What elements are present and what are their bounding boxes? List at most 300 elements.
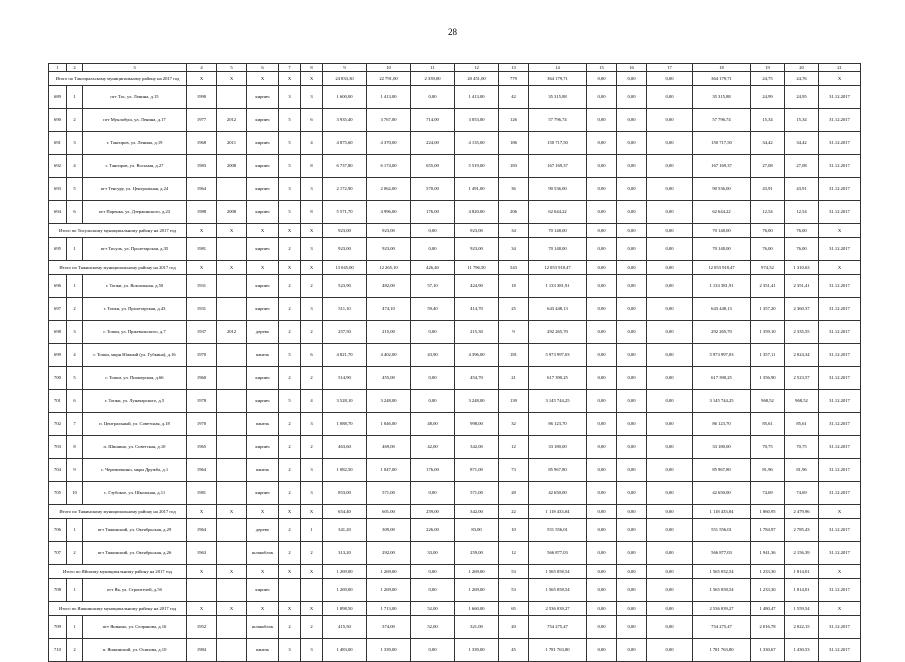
column-number-cell: 4	[187, 64, 217, 72]
table-cell: 0,00	[617, 413, 647, 436]
table-cell: 2 351,41	[785, 275, 819, 298]
total-cell: X	[819, 72, 861, 86]
table-cell: 57,10	[411, 275, 455, 298]
table-cell: 59,40	[411, 298, 455, 321]
table-cell: 1970	[187, 344, 217, 367]
table-cell: 1 233,30	[751, 579, 785, 602]
table-cell: 0,00	[647, 519, 693, 542]
table-cell: 1931	[187, 298, 217, 321]
total-cell: 53	[499, 565, 529, 579]
table-cell: 3 248,00	[455, 390, 499, 413]
total-cell: X	[217, 72, 247, 86]
total-cell: 1 269,00	[367, 565, 411, 579]
table-cell: 2	[301, 367, 323, 390]
total-cell: 2 479,96	[785, 505, 819, 519]
table-cell: 341,20	[323, 519, 367, 542]
table-cell: 0,00	[587, 542, 617, 565]
table-cell: 2	[301, 321, 323, 344]
total-cell: X	[217, 602, 247, 616]
table-cell	[217, 482, 247, 505]
table-cell: 708	[49, 579, 67, 602]
table-cell: 86 123,70	[529, 413, 587, 436]
table-cell: 86 123,70	[693, 413, 751, 436]
table-cell: 74,69	[785, 482, 819, 505]
table-cell	[217, 459, 247, 482]
table-cell: 454,70	[455, 367, 499, 390]
table-cell: 0,00	[411, 482, 455, 505]
total-cell: X	[187, 505, 217, 519]
table-cell: 0,00	[587, 275, 617, 298]
table-cell: 31.12.2017	[819, 616, 861, 639]
district-total-row	[49, 72, 861, 86]
table-cell: 33 180,00	[693, 436, 751, 459]
table-cell: 0,00	[587, 616, 617, 639]
table-cell: 702	[49, 413, 67, 436]
table-cell: 0,00	[647, 579, 693, 602]
table-cell: 710	[49, 639, 67, 662]
table-cell: 5	[279, 201, 301, 224]
table-cell: 414,70	[455, 298, 499, 321]
total-cell: X	[187, 261, 217, 275]
table-cell: 0,00	[587, 482, 617, 505]
table-cell: 1 357,20	[751, 298, 785, 321]
total-cell: 24,75	[751, 72, 785, 86]
table-cell: кирпич	[247, 579, 279, 602]
table-cell: 25	[499, 298, 529, 321]
table-cell: 215,00	[367, 321, 411, 344]
total-cell: X	[187, 565, 217, 579]
table-cell: 0,00	[411, 639, 455, 662]
table-cell: 206	[499, 201, 529, 224]
total-cell: 0,00	[587, 261, 617, 275]
total-cell: 1 269,00	[323, 565, 367, 579]
total-cell: 0,00	[587, 602, 617, 616]
table-cell: 0,00	[587, 639, 617, 662]
total-cell: 1 480,47	[751, 602, 785, 616]
table-cell: 709	[49, 616, 67, 639]
column-number-cell: 21	[819, 64, 861, 72]
table-cell: 5	[279, 390, 301, 413]
housing-registry-table	[48, 63, 861, 662]
total-cell: X	[301, 72, 323, 86]
table-cell: 2	[279, 298, 301, 321]
total-cell: 1 310,63	[785, 261, 819, 275]
table-cell: 31.12.2017	[819, 238, 861, 261]
table-cell: 695	[49, 238, 67, 261]
table-cell	[217, 178, 247, 201]
table-cell: 85 967,80	[693, 459, 751, 482]
total-cell: X	[187, 72, 217, 86]
table-cell: 551 556,01	[529, 519, 587, 542]
total-cell: 779	[499, 72, 529, 86]
table-cell: 292 265,70	[693, 321, 751, 344]
table-cell: 2012	[217, 321, 247, 344]
total-cell: 0,00	[617, 72, 647, 86]
table-cell: 21	[499, 367, 529, 390]
address-cell: г. Топки, ул. Вокзальная, д.50	[83, 275, 187, 298]
table-cell: 3 053,00	[455, 109, 499, 132]
table-cell: 31.12.2017	[819, 367, 861, 390]
table-cell: кирпич	[247, 201, 279, 224]
table-cell: 1984	[187, 639, 217, 662]
table-cell: 2008	[217, 155, 247, 178]
table-cell: 3	[301, 413, 323, 436]
total-cell: 543	[499, 261, 529, 275]
table-cell: 126	[499, 109, 529, 132]
table-cell: 2 785,43	[785, 519, 819, 542]
address-cell: п. Шишино, ул. Советская, д.10	[83, 436, 187, 459]
table-cell: 2	[67, 542, 83, 565]
table-cell: 463,60	[323, 436, 367, 459]
table-cell: 3	[279, 639, 301, 662]
table-cell: 33 180,00	[529, 436, 587, 459]
total-cell: 1 559,54	[785, 602, 819, 616]
table-cell: 0,00	[647, 344, 693, 367]
table-row	[49, 109, 861, 132]
table-cell: 259,00	[455, 542, 499, 565]
table-cell: панель	[247, 344, 279, 367]
table-cell: 31.12.2017	[819, 201, 861, 224]
table-cell: 923,00	[323, 238, 367, 261]
table-cell: 2	[279, 275, 301, 298]
table-cell: 2 022,15	[785, 616, 819, 639]
table-cell: 85,61	[751, 413, 785, 436]
total-cell: 923,00	[323, 224, 367, 238]
table-cell: дерево	[247, 321, 279, 344]
table-cell: 1 565 058,54	[529, 579, 587, 602]
total-cell: X	[301, 565, 323, 579]
total-cell: 2 536 039,27	[693, 602, 751, 616]
table-cell: 482,00	[367, 275, 411, 298]
district-total-row	[49, 224, 861, 238]
table-row	[49, 390, 861, 413]
table-cell: 0,00	[617, 86, 647, 109]
address-cell: пгт Яя, ул. Строителей, д.5б	[83, 579, 187, 602]
table-cell: 0,00	[617, 178, 647, 201]
table-row	[49, 616, 861, 639]
table-cell: 8	[301, 155, 323, 178]
table-cell: 2	[67, 298, 83, 321]
table-cell: 968,52	[785, 390, 819, 413]
column-number-cell: 7	[279, 64, 301, 72]
table-cell: 12,54	[751, 201, 785, 224]
table-cell: 3 145 744,25	[693, 390, 751, 413]
table-cell: 85,61	[785, 413, 819, 436]
table-cell: 2	[279, 482, 301, 505]
total-cell: 1 565 058,54	[529, 565, 587, 579]
table-cell: 511,10	[323, 298, 367, 321]
table-cell: 0,00	[617, 321, 647, 344]
address-cell: г. Топки, ул. Пролетарская, д.43	[83, 298, 187, 321]
address-cell: пгт Тас, ул. Ленина, д.15	[83, 86, 187, 109]
table-cell: 617 390,25	[529, 367, 587, 390]
table-cell: 27,08	[751, 155, 785, 178]
total-cell: 426,40	[411, 261, 455, 275]
table-cell: 0,00	[617, 155, 647, 178]
table-cell: 1 339,00	[367, 639, 411, 662]
table-cell: 1 491,00	[455, 178, 499, 201]
table-cell: 31.12.2017	[819, 482, 861, 505]
table-cell: 76,00	[785, 238, 819, 261]
table-cell: 18	[499, 275, 529, 298]
table-cell: 690	[49, 109, 67, 132]
table-cell: 4 402,00	[367, 344, 411, 367]
table-cell: 0,00	[647, 298, 693, 321]
table-cell: 35 315,88	[693, 86, 751, 109]
table-cell: 0,00	[647, 390, 693, 413]
table-cell	[217, 616, 247, 639]
table-cell	[217, 344, 247, 367]
table-cell: 1 483,00	[323, 639, 367, 662]
table-cell: 31.12.2017	[819, 639, 861, 662]
table-cell: 2	[279, 459, 301, 482]
table-cell: 1 339,00	[455, 639, 499, 662]
table-cell: 0,00	[587, 436, 617, 459]
table-cell: 0,00	[587, 413, 617, 436]
table-cell: 9	[499, 321, 529, 344]
table-cell: 1978	[187, 390, 217, 413]
district-total-row	[49, 602, 861, 616]
table-cell: 0,00	[587, 390, 617, 413]
table-cell: 0,00	[587, 155, 617, 178]
table-cell: 923,00	[367, 238, 411, 261]
table-cell: 5 519,00	[455, 155, 499, 178]
table-cell: 2	[279, 616, 301, 639]
table-cell: 48,00	[411, 413, 455, 436]
total-cell: 2 339,00	[411, 72, 455, 86]
table-cell: 4	[67, 344, 83, 367]
total-cell: 2 536 039,27	[529, 602, 587, 616]
table-cell: 20	[499, 616, 529, 639]
table-cell: 514,90	[323, 367, 367, 390]
table-cell: 292 265,70	[529, 321, 587, 344]
table-cell: 1 600,00	[323, 86, 367, 109]
table-cell: 4	[301, 132, 323, 155]
address-cell: пгт Тенгуру, ул. Центральная, д.24	[83, 178, 187, 201]
table-cell: 0,00	[617, 579, 647, 602]
table-cell: 0,00	[617, 616, 647, 639]
table-cell: 0,00	[647, 482, 693, 505]
table-cell: 57 796,74	[693, 109, 751, 132]
total-cell: X	[819, 261, 861, 275]
table-cell: 4 996,00	[367, 201, 411, 224]
table-cell: 2	[301, 616, 323, 639]
table-cell: 754 275,47	[529, 616, 587, 639]
table-cell: 0,00	[647, 436, 693, 459]
district-total-row	[49, 505, 861, 519]
total-cell: X	[247, 261, 279, 275]
table-cell: 3	[67, 321, 83, 344]
table-cell: 2 156,39	[785, 542, 819, 565]
table-row	[49, 367, 861, 390]
total-cell: 52,00	[411, 602, 455, 616]
table-body	[49, 64, 861, 662]
district-total-row	[49, 565, 861, 579]
table-cell: 57 796,74	[529, 109, 587, 132]
table-cell: 0,00	[617, 298, 647, 321]
table-cell	[217, 639, 247, 662]
table-cell: 1 781 763,80	[693, 639, 751, 662]
column-number-cell: 16	[617, 64, 647, 72]
table-cell: кирпич	[247, 86, 279, 109]
total-cell: 1 565 052,54	[693, 565, 751, 579]
table-cell: 2	[67, 109, 83, 132]
table-cell: 62 644,22	[529, 201, 587, 224]
table-cell: 4	[67, 155, 83, 178]
total-cell: X	[819, 224, 861, 238]
column-number-cell: 15	[587, 64, 617, 72]
total-cell: 0,00	[647, 602, 693, 616]
total-cell: 24,76	[785, 72, 819, 86]
column-number-cell: 13	[499, 64, 529, 72]
total-cell: X	[279, 261, 301, 275]
table-cell: 224,00	[411, 132, 455, 155]
table-cell: 0,00	[587, 367, 617, 390]
table-cell: 31.12.2017	[819, 413, 861, 436]
table-row	[49, 275, 861, 298]
table-cell: 0,00	[647, 639, 693, 662]
table-cell: 474,10	[367, 298, 411, 321]
table-cell: 1 941,36	[751, 542, 785, 565]
table-cell: 0,00	[617, 519, 647, 542]
table-cell: 1983	[187, 155, 217, 178]
table-cell: 31.12.2017	[819, 519, 861, 542]
table-cell: 0,00	[647, 413, 693, 436]
table-cell: 0,00	[617, 390, 647, 413]
total-cell: 1 233,30	[751, 565, 785, 579]
table-cell: 1	[67, 616, 83, 639]
table-cell: 0,00	[617, 436, 647, 459]
table-cell: 1 356,90	[751, 367, 785, 390]
table-cell	[217, 298, 247, 321]
table-cell: 2 360,37	[785, 298, 819, 321]
total-cell: 1 713,00	[367, 602, 411, 616]
table-cell: 424,90	[455, 275, 499, 298]
table-cell: 1964	[187, 178, 217, 201]
table-cell: 31.12.2017	[819, 298, 861, 321]
table-cell: 27,08	[785, 155, 819, 178]
column-number-cell: 14	[529, 64, 587, 72]
total-cell: 364 179,71	[693, 72, 751, 86]
total-cell: X	[819, 602, 861, 616]
table-cell: 1937	[187, 321, 217, 344]
table-cell: 705	[49, 482, 67, 505]
total-cell: X	[217, 565, 247, 579]
table-cell: панель	[247, 459, 279, 482]
table-cell: 0,00	[647, 155, 693, 178]
address-cell: г. Тангиров, ул. Ленина, д.19	[83, 132, 187, 155]
table-cell: 455,00	[367, 367, 411, 390]
table-cell: 12,54	[785, 201, 819, 224]
table-cell: 1	[67, 86, 83, 109]
table-cell: 0,00	[587, 132, 617, 155]
column-number-cell: 19	[751, 64, 785, 72]
table-cell: 34,42	[751, 132, 785, 155]
table-cell: 3	[301, 639, 323, 662]
table-cell: 1 784,97	[751, 519, 785, 542]
column-number-cell: 20	[785, 64, 819, 72]
total-cell: 22	[499, 505, 529, 519]
total-cell: 0,00	[587, 224, 617, 238]
table-cell: 3 935,40	[323, 109, 367, 132]
table-cell: 5	[279, 155, 301, 178]
table-cell: 6 174,00	[367, 155, 411, 178]
table-row	[49, 178, 861, 201]
table-cell: 551 556,01	[693, 519, 751, 542]
table-cell: 0,00	[647, 201, 693, 224]
table-cell: 692	[49, 155, 67, 178]
total-cell: X	[279, 565, 301, 579]
table-cell: 73	[499, 459, 529, 482]
total-cell: 1 898,50	[323, 602, 367, 616]
table-cell	[217, 519, 247, 542]
table-cell: кирпич	[247, 482, 279, 505]
total-cell: X	[247, 602, 279, 616]
table-cell	[217, 542, 247, 565]
table-cell: 2	[301, 275, 323, 298]
table-cell: 215,30	[455, 321, 499, 344]
total-cell: 0,00	[647, 224, 693, 238]
table-cell: 2	[279, 542, 301, 565]
table-cell: 31.12.2017	[819, 132, 861, 155]
table-cell: 7	[67, 413, 83, 436]
table-cell: 1	[301, 519, 323, 542]
table-cell: 0,00	[647, 321, 693, 344]
district-total-label: Итого по Яйскому муниципальному району на 2017 год	[49, 565, 187, 579]
total-cell: X	[247, 72, 279, 86]
table-cell: шлакоблок	[247, 542, 279, 565]
table-cell: 28	[499, 482, 529, 505]
table-cell: 3 528,10	[323, 390, 367, 413]
district-total-row	[49, 261, 861, 275]
address-cell: с. Глубокое, ул. Школьная, д.11	[83, 482, 187, 505]
table-cell: 0,00	[647, 459, 693, 482]
total-cell: X	[279, 505, 301, 519]
table-cell: 1 046,00	[367, 413, 411, 436]
column-number-cell: 5	[217, 64, 247, 72]
table-cell: 8	[67, 436, 83, 459]
address-cell: пгт Тяжинский, ул. Октябрьская, д.29	[83, 519, 187, 542]
table-cell	[217, 86, 247, 109]
column-number-cell: 6	[247, 64, 279, 72]
table-cell	[217, 367, 247, 390]
table-cell: 0,00	[587, 459, 617, 482]
table-row	[49, 86, 861, 109]
total-cell: 22 791,00	[367, 72, 411, 86]
table-cell: 691	[49, 132, 67, 155]
table-cell: 4 821,70	[323, 344, 367, 367]
table-cell: 0,00	[587, 238, 617, 261]
table-cell: 923,00	[455, 238, 499, 261]
table-cell: 10	[499, 519, 529, 542]
table-cell: 1	[67, 519, 83, 542]
table-cell: 2	[279, 413, 301, 436]
table-cell: 696	[49, 275, 67, 298]
table-cell: 1970	[187, 413, 217, 436]
table-cell: 4 820,00	[455, 201, 499, 224]
address-cell: г. Топки, ул. Луначарского, д.5	[83, 390, 187, 413]
total-cell: X	[301, 261, 323, 275]
district-total-label: Итого по Яшкинскому муниципальному району на 2017 год	[49, 602, 187, 616]
table-cell: 0,00	[647, 178, 693, 201]
total-cell: 1 860,95	[751, 505, 785, 519]
table-cell: 4 396,00	[455, 344, 499, 367]
table-cell: 689	[49, 86, 67, 109]
table-cell: 0,00	[647, 86, 693, 109]
total-cell: 0,00	[587, 72, 617, 86]
table-cell: 4	[301, 390, 323, 413]
table-cell: 34,42	[785, 132, 819, 155]
